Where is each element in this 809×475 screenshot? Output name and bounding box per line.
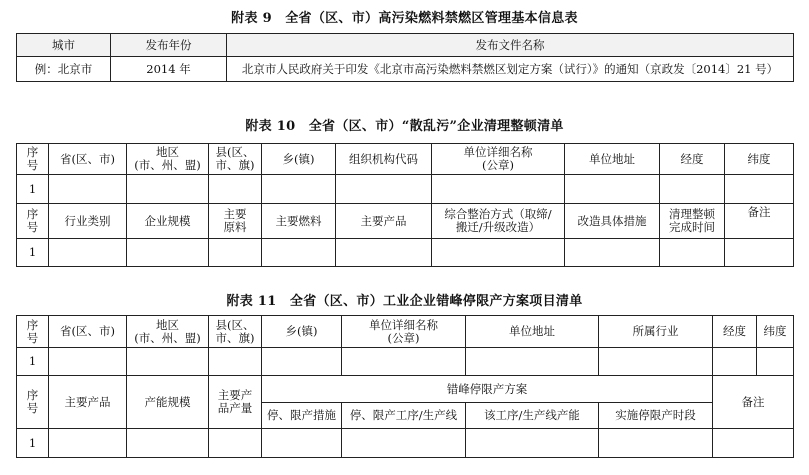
t11-h2-seq: 序 号 bbox=[17, 376, 49, 429]
t11-h1-town: 乡(镇) bbox=[262, 316, 342, 348]
t10-h1-county: 县(区、 市、旗) bbox=[209, 144, 262, 175]
t11-row1-seq: 1 bbox=[17, 348, 49, 376]
t10-h2-raw-material: 主要 原料 bbox=[209, 204, 262, 239]
t11-h3-period: 实施停限产时段 bbox=[599, 403, 713, 429]
t9-header-city: 城市 bbox=[17, 34, 111, 57]
t10-h1-longitude: 经度 bbox=[660, 144, 725, 175]
t10-h1-province: 省(区、市) bbox=[49, 144, 127, 175]
t10-h2-method: 综合整治方式（取缔/ 搬迁/升级改造） bbox=[432, 204, 565, 239]
table9 bbox=[16, 33, 794, 82]
t11-h1-industry: 所属行业 bbox=[599, 316, 713, 348]
table9-title: 附表 9 全省（区、市）高污染燃料禁燃区管理基本信息表 bbox=[231, 11, 578, 26]
t10-h1-org-code: 组织机构代码 bbox=[336, 144, 432, 175]
t10-h1-seq: 序 号 bbox=[17, 144, 49, 175]
t11-h2-remarks: 备注 bbox=[713, 376, 794, 429]
t9-cell-year: 2014 年 bbox=[111, 57, 227, 82]
t10-h1-address: 单位地址 bbox=[565, 144, 660, 175]
t10-h2-finish-time: 清理整顿 完成时间 bbox=[660, 204, 725, 239]
t10-h2-seq: 序 号 bbox=[17, 204, 49, 239]
t10-h2-remarks: 备注 bbox=[725, 204, 794, 239]
t10-h2-fuel: 主要燃料 bbox=[262, 204, 336, 239]
t10-h2-industry: 行业类别 bbox=[49, 204, 127, 239]
t11-h1-longitude: 经度 bbox=[713, 316, 757, 348]
t10-h1-town: 乡(镇) bbox=[262, 144, 336, 175]
t11-h1-address: 单位地址 bbox=[466, 316, 599, 348]
table10-title: 附表 10 全省（区、市）“散乱污”企业清理整顿清单 bbox=[245, 119, 564, 134]
t11-h1-province: 省(区、市) bbox=[49, 316, 127, 348]
t11-h1-region: 地区 (市、州、盟) bbox=[127, 316, 209, 348]
t11-h1-unit-name: 单位详细名称 (公章) bbox=[342, 316, 466, 348]
t10-h1-region: 地区 (市、州、盟) bbox=[127, 144, 209, 175]
table11 bbox=[16, 315, 794, 458]
t10-h1-unit-name: 单位详细名称 (公章) bbox=[432, 144, 565, 175]
t10-h1-latitude: 纬度 bbox=[725, 144, 794, 175]
t10-h2-measures: 改造具体措施 bbox=[565, 204, 660, 239]
t10-h2-product: 主要产品 bbox=[336, 204, 432, 239]
t11-h1-seq: 序 号 bbox=[17, 316, 49, 348]
t10-h2-scale: 企业规模 bbox=[127, 204, 209, 239]
t11-h1-latitude: 纬度 bbox=[757, 316, 794, 348]
table11-title: 附表 11 全省（区、市）工业企业错峰停限产方案项目清单 bbox=[226, 294, 583, 309]
t9-header-document: 发布文件名称 bbox=[227, 34, 794, 57]
t9-cell-document: 北京市人民政府关于印发《北京市高污染燃料禁燃区划定方案（试行）》的通知（京政发〔2014〕21 号） bbox=[227, 57, 794, 82]
t11-row2-seq: 1 bbox=[17, 429, 49, 458]
t11-h3-measures: 停、限产措施 bbox=[262, 403, 342, 429]
t11-h2-output: 主要产 品产量 bbox=[209, 376, 262, 429]
t11-h1-county: 县(区、 市、旗) bbox=[209, 316, 262, 348]
t11-h3-process-capacity: 该工序/生产线产能 bbox=[466, 403, 599, 429]
t11-h2-capacity: 产能规模 bbox=[127, 376, 209, 429]
t9-header-year: 发布年份 bbox=[111, 34, 227, 57]
t10-row1-seq: 1 bbox=[17, 175, 49, 204]
t9-cell-city: 例：北京市 bbox=[17, 57, 111, 82]
t11-h2-peak-plan: 错峰停限产方案 bbox=[262, 376, 713, 403]
t10-row2-seq: 1 bbox=[17, 239, 49, 267]
table10 bbox=[16, 143, 794, 267]
t11-h2-product: 主要产品 bbox=[49, 376, 127, 429]
t11-h3-process: 停、限产工序/生产线 bbox=[342, 403, 466, 429]
